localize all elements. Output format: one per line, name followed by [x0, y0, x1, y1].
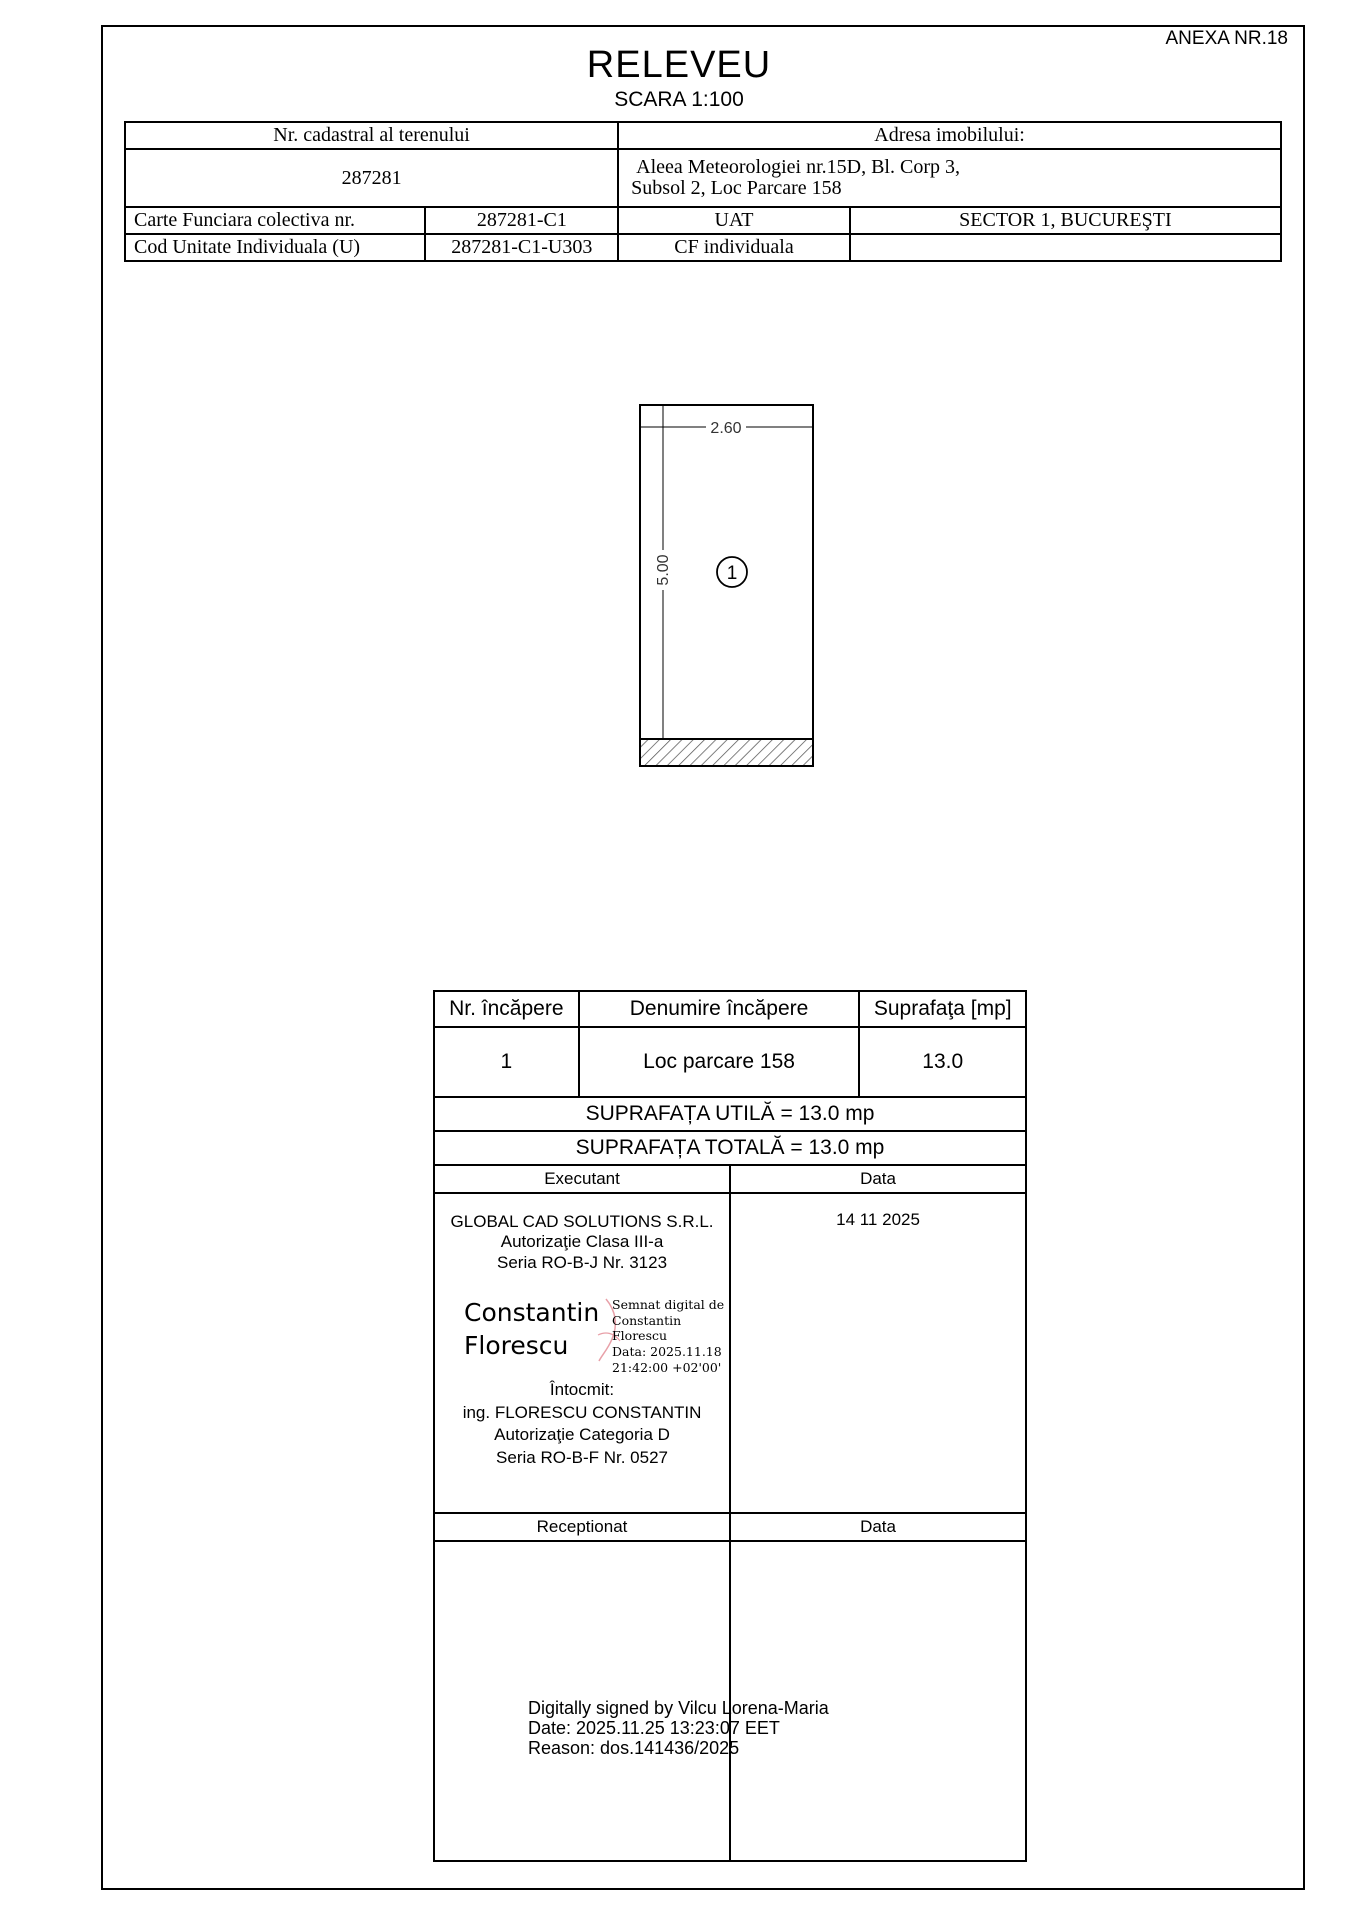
total-area: SUPRAFAȚA TOTALĂ = 13.0 mp [434, 1131, 1026, 1165]
digital-signature-line-1: Digitally signed by Vilcu Lorena-Maria [528, 1698, 829, 1718]
room-number: 1 [434, 1027, 579, 1097]
executant-date-value: 14 11 2025 [730, 1193, 1026, 1513]
length-dimension-label: 5.00 [655, 554, 672, 586]
signature-note-1: Semnat digital de [612, 1297, 725, 1313]
cf-label: Carte Funciara colectiva nr. [125, 207, 425, 234]
cadastral-value: 287281 [125, 149, 618, 207]
unit-value: 287281-C1-U303 [425, 234, 618, 261]
floor-plan [630, 395, 850, 785]
engineer-series: Seria RO-B-F Nr. 0527 [496, 1448, 668, 1467]
header-room-area: Suprafaţa [mp] [859, 991, 1026, 1027]
property-info-table [124, 121, 1282, 262]
company-authorization: Autorizaţie Clasa III-a [500, 1232, 664, 1252]
room-name: Loc parcare 158 [579, 1027, 860, 1097]
room-area: 13.0 [859, 1027, 1026, 1097]
uat-value: SECTOR 1, BUCUREŞTI [850, 207, 1281, 234]
signer-last-name: Florescu [464, 1330, 569, 1360]
scale-label: SCARA 1:100 [614, 88, 744, 111]
width-dimension-label: 2.60 [710, 420, 742, 437]
cf-individual-value [850, 234, 1281, 261]
received-date-label: Data [730, 1513, 1026, 1541]
hatched-wall [640, 739, 813, 766]
company-name: GLOBAL CAD SOLUTIONS S.R.L. [450, 1212, 714, 1231]
address-line-1: Aleea Meteorologiei nr.15D, Bl. Corp 3, [636, 156, 960, 178]
table-row [434, 1027, 1026, 1097]
address-label: Adresa imobilului: [618, 122, 1281, 149]
digital-signature-stamp [436, 1291, 728, 1375]
signature-note-4: 21:42:00 +02'00' [612, 1359, 722, 1375]
room-marker-number: 1 [726, 563, 738, 584]
engineer-authorization: Autorizaţie Categoria D [494, 1425, 670, 1445]
digital-signature-overlay [528, 1699, 829, 1758]
signer-first-name: Constantin [464, 1298, 600, 1328]
cf-value: 287281-C1 [425, 207, 618, 234]
cadastral-label: Nr. cadastral al terenului [125, 122, 618, 149]
engineer-name: ing. FLORESCU CONSTANTIN [462, 1402, 702, 1422]
address-line-2: Subsol 2, Loc Parcare 158 [631, 177, 842, 199]
executant-details [434, 1193, 730, 1513]
header-room-number: Nr. încăpere [434, 991, 579, 1027]
useful-area: SUPRAFAȚA UTILĂ = 13.0 mp [434, 1097, 1026, 1131]
company-series: Seria RO-B-J Nr. 3123 [496, 1252, 668, 1272]
unit-label: Cod Unitate Individuala (U) [125, 234, 425, 261]
signature-note-2: Constantin Florescu [612, 1312, 682, 1344]
uat-label: UAT [618, 207, 850, 234]
digital-signature-line-3: Reason: dos.141436/2025 [528, 1737, 740, 1758]
signature-note-3: Data: 2025.11.18 [612, 1344, 722, 1360]
received-label: Receptionat [434, 1513, 730, 1541]
executant-label: Executant [434, 1165, 730, 1193]
document-title: RELEVEU [586, 44, 772, 86]
prepared-by-label: Întocmit: [549, 1380, 615, 1400]
address-value [618, 149, 1281, 207]
annex-label: ANEXA NR.18 [1165, 28, 1288, 49]
digital-signature-line-2: Date: 2025.11.25 13:23:07 EET [528, 1717, 780, 1738]
executant-date-label: Data [730, 1165, 1026, 1193]
header-room-name: Denumire încăpere [579, 991, 860, 1027]
cf-individual-label: CF individuala [618, 234, 850, 261]
